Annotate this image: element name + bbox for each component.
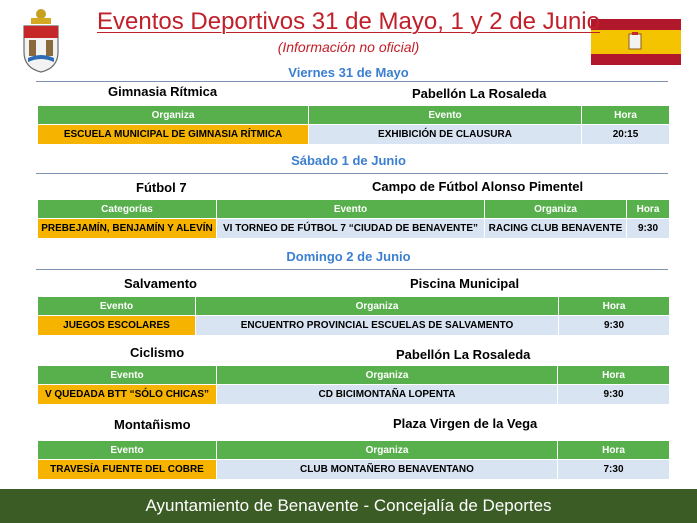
- divider: [36, 81, 668, 82]
- cell-evento: TRAVESÍA FUENTE DEL COBRE: [38, 460, 217, 480]
- col-header-hora: Hora: [558, 366, 670, 385]
- col-header-organiza: Organiza: [217, 366, 558, 385]
- cell-organiza: CLUB MONTAÑERO BENAVENTANO: [217, 460, 558, 480]
- event-table-futbol: [37, 199, 670, 239]
- col-header-categorias: Categorías: [38, 200, 217, 219]
- table-row: [38, 219, 670, 239]
- table-row: [38, 460, 670, 480]
- cell-hora: 7:30: [558, 460, 670, 480]
- table-row: [38, 316, 670, 336]
- venue-ciclismo: Pabellón La Rosaleda: [396, 347, 531, 362]
- sport-gimnasia: Gimnasia Rítmica: [108, 84, 218, 99]
- venue-salvamento: Piscina Municipal: [410, 276, 520, 291]
- cell-organiza: ESCUELA MUNICIPAL DE GIMNASIA RÍTMICA: [38, 125, 309, 145]
- col-header-hora: Hora: [559, 297, 670, 316]
- col-header-organiza: Organiza: [485, 200, 627, 219]
- event-table-salvamento: [37, 296, 670, 336]
- col-header-hora: Hora: [627, 200, 670, 219]
- table-row: [38, 125, 670, 145]
- col-header-evento: Evento: [38, 441, 217, 460]
- venue-futbol: Campo de Fútbol Alonso Pimentel: [372, 179, 584, 194]
- cell-hora: 9:30: [559, 316, 670, 336]
- cell-hora: 9:30: [558, 385, 670, 405]
- col-header-organiza: Organiza: [196, 297, 559, 316]
- venue-gimnasia: Pabellón La Rosaleda: [412, 86, 547, 101]
- col-header-evento: Evento: [309, 106, 582, 125]
- cell-categorias: PREBEJAMÍN, BENJAMÍN Y ALEVÍN: [38, 219, 217, 239]
- page-subtitle: (Información no oficial): [277, 39, 420, 55]
- sport-montanismo: Montañismo: [114, 417, 191, 432]
- sport-ciclismo: Ciclismo: [130, 345, 185, 360]
- cell-organiza: RACING CLUB BENAVENTE: [485, 219, 627, 239]
- col-header-evento: Evento: [38, 366, 217, 385]
- event-table-ciclismo: [37, 365, 670, 405]
- col-header-evento: Evento: [38, 297, 196, 316]
- cell-organiza: ENCUENTRO PROVINCIAL ESCUELAS DE SALVAMENTO: [196, 316, 559, 336]
- cell-hora: 20:15: [582, 125, 670, 145]
- table-row: [38, 385, 670, 405]
- cell-evento: JUEGOS ESCOLARES: [38, 316, 196, 336]
- day-heading-saturday: Sábado 1 de Junio: [291, 153, 406, 168]
- divider: [36, 269, 668, 270]
- col-header-hora: Hora: [582, 106, 670, 125]
- col-header-organiza: Organiza: [217, 441, 558, 460]
- col-header-hora: Hora: [558, 441, 670, 460]
- cell-evento: V QUEDADA BTT “SÓLO CHICAS”: [38, 385, 217, 405]
- sport-futbol: Fútbol 7: [136, 180, 187, 195]
- event-table-gimnasia: [37, 105, 670, 145]
- venue-montanismo: Plaza Virgen de la Vega: [393, 416, 538, 431]
- cell-organiza: CD BICIMONTAÑA LOPENTA: [217, 385, 558, 405]
- cell-evento: VI TORNEO DE FÚTBOL 7 “CIUDAD DE BENAVENTE”: [217, 219, 485, 239]
- col-header-organiza: Organiza: [38, 106, 309, 125]
- footer-banner: Ayuntamiento de Benavente - Concejalía de Deportes: [0, 489, 697, 523]
- event-table-montanismo: [37, 440, 670, 480]
- cell-hora: 9:30: [627, 219, 670, 239]
- sport-salvamento: Salvamento: [124, 276, 197, 291]
- cell-evento: EXHIBICIÓN DE CLAUSURA: [309, 125, 582, 145]
- page-title: Eventos Deportivos 31 de Mayo, 1 y 2 de Junio: [97, 8, 600, 35]
- divider: [36, 173, 668, 174]
- col-header-evento: Evento: [217, 200, 485, 219]
- day-heading-friday: Viernes 31 de Mayo: [288, 65, 409, 80]
- day-heading-sunday: Domingo 2 de Junio: [286, 249, 411, 264]
